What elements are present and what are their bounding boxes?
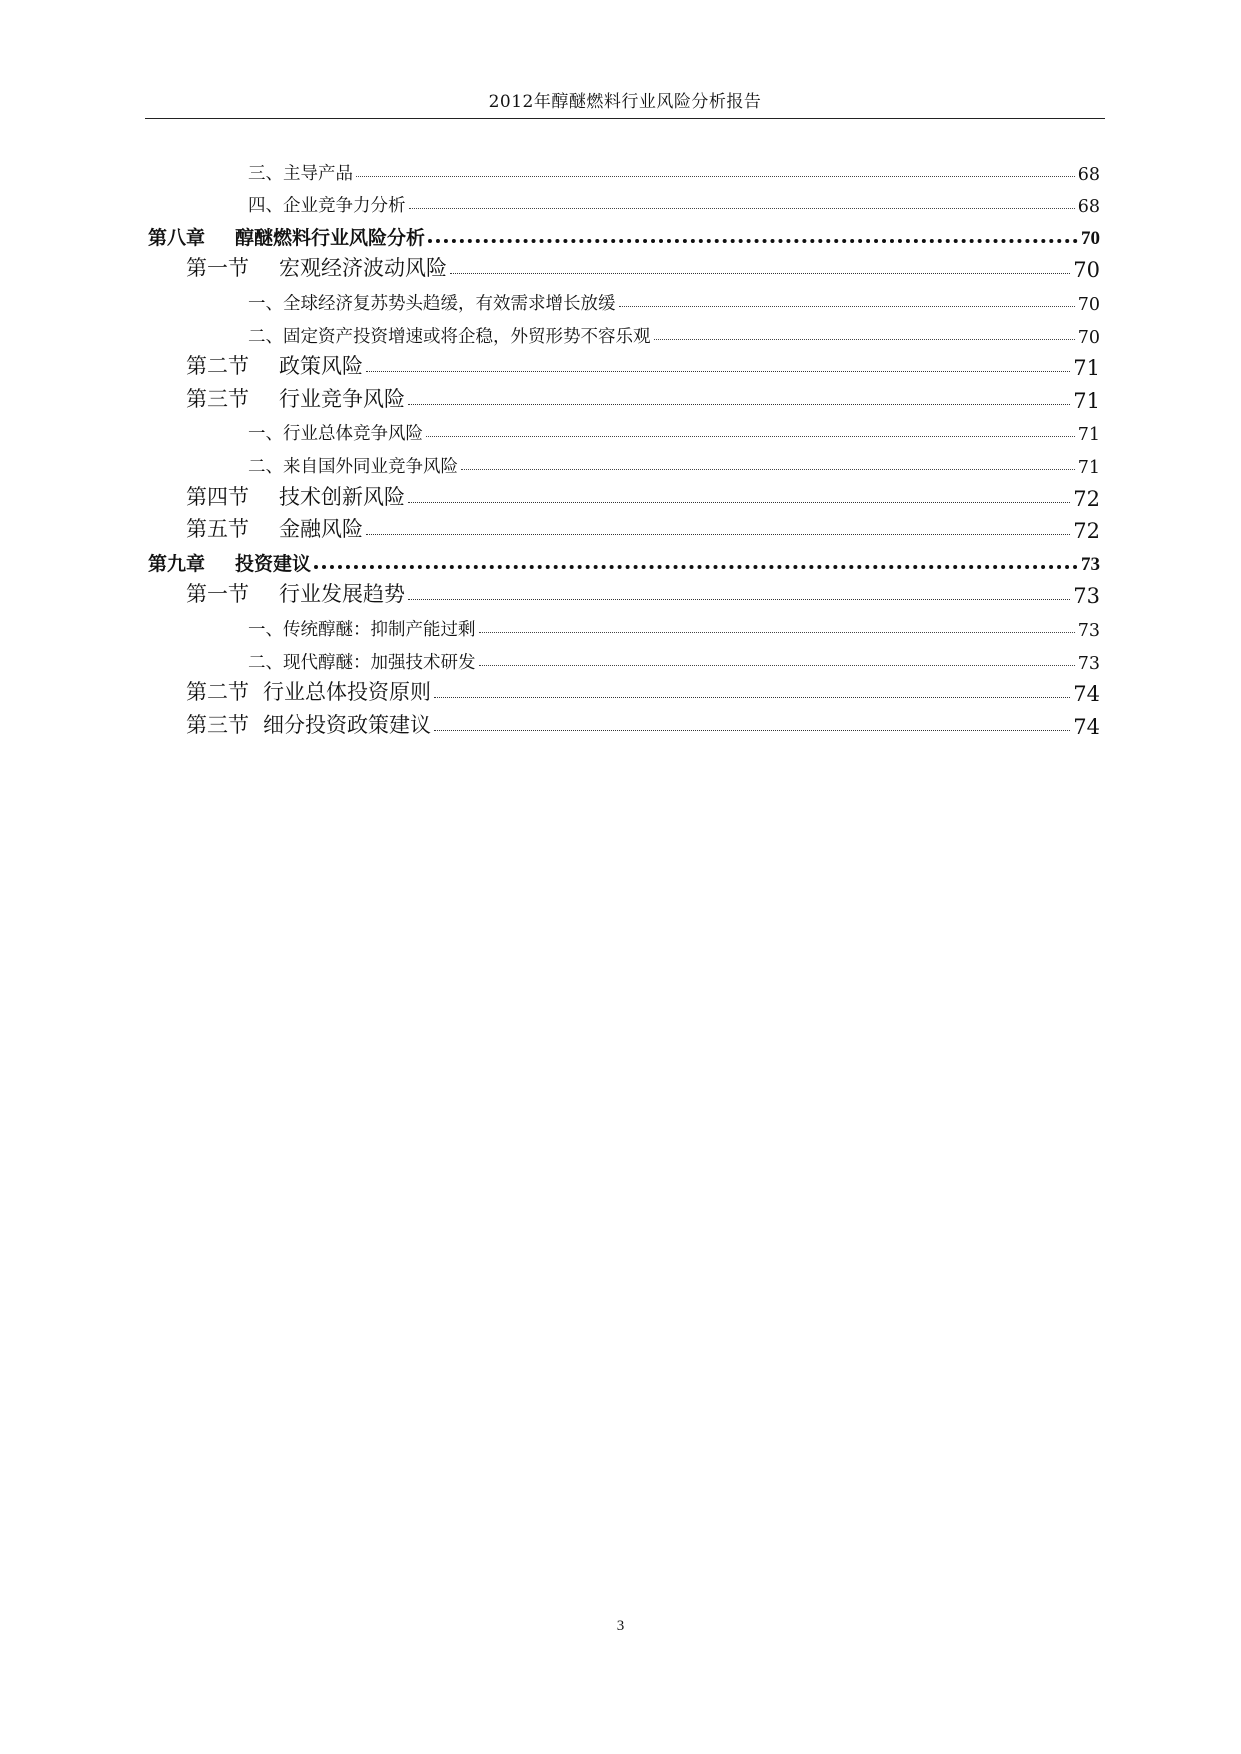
toc-item[interactable] <box>148 152 1100 185</box>
leader-dots <box>314 565 1078 569</box>
toc-page: 73 <box>1077 653 1100 674</box>
toc-item[interactable] <box>148 413 1100 446</box>
toc-label: 四、企业竞争力分析 <box>248 196 406 217</box>
leader-dots <box>428 239 1078 243</box>
toc-page: 74 <box>1073 714 1100 739</box>
toc-label: 一、全球经济复苏势头趋缓，有效需求增长放缓 <box>248 293 616 314</box>
toc-label: 一、传统醇醚：抑制产能过剩 <box>248 619 476 640</box>
toc-page: 73 <box>1077 620 1100 641</box>
section-number: 第一节 <box>186 582 249 607</box>
leader-dots <box>408 502 1070 503</box>
section-number: 第五节 <box>186 517 249 542</box>
chapter-title: 投资建议 <box>235 552 312 575</box>
toc-section[interactable] <box>148 576 1100 609</box>
section-title: 细分投资政策建议 <box>263 712 431 737</box>
toc-page: 71 <box>1073 388 1100 413</box>
toc-section[interactable] <box>148 706 1100 739</box>
toc-item[interactable] <box>148 445 1100 478</box>
leader-dots <box>408 404 1070 405</box>
leader-dots <box>366 534 1070 535</box>
toc-label: 二、固定资产投资增速或将企稳，外贸形势不容乐观 <box>248 326 651 347</box>
toc-section-label <box>186 578 405 608</box>
toc-page: 70 <box>1081 227 1100 249</box>
leader-dots <box>461 469 1075 470</box>
toc-page: 73 <box>1081 553 1100 575</box>
section-number: 第二节 <box>186 354 249 379</box>
section-number: 第三节 <box>186 712 249 737</box>
toc-item[interactable] <box>148 608 1100 641</box>
leader-dots <box>434 697 1070 698</box>
toc-section[interactable] <box>148 674 1100 707</box>
report-title: 2012年醇醚燃料行业风险分析报告 <box>488 92 762 112</box>
toc-section[interactable] <box>148 478 1100 511</box>
section-title: 行业发展趋势 <box>279 582 405 607</box>
toc-section-label <box>186 513 363 543</box>
section-number: 第四节 <box>186 484 249 509</box>
toc-section-label <box>186 676 431 706</box>
section-number: 第三节 <box>186 386 249 411</box>
toc-page: 70 <box>1077 327 1100 348</box>
toc-page: 72 <box>1073 486 1100 511</box>
section-title: 技术创新风险 <box>279 484 405 509</box>
leader-dots <box>619 306 1075 307</box>
toc-section[interactable] <box>148 250 1100 283</box>
toc-section[interactable] <box>148 380 1100 413</box>
section-title: 宏观经济波动风险 <box>279 256 447 281</box>
table-of-contents <box>148 152 1100 739</box>
toc-page: 74 <box>1073 682 1100 707</box>
leader-dots <box>366 371 1070 372</box>
toc-page: 73 <box>1073 584 1100 609</box>
toc-label: 一、行业总体竞争风险 <box>248 424 423 445</box>
toc-item[interactable] <box>148 315 1100 348</box>
chapter-number: 第八章 <box>148 226 206 249</box>
toc-page: 72 <box>1073 519 1100 544</box>
toc-chapter[interactable] <box>148 543 1100 576</box>
toc-section-label <box>186 383 405 413</box>
leader-dots <box>408 599 1070 600</box>
toc-label: 二、来自国外同业竞争风险 <box>248 456 458 477</box>
leader-dots <box>479 632 1075 633</box>
section-title: 政策风险 <box>279 354 363 379</box>
section-title: 金融风险 <box>279 517 363 542</box>
toc-section[interactable] <box>148 348 1100 381</box>
toc-section-label <box>186 481 405 511</box>
page-number: 3 <box>616 1618 625 1634</box>
leader-dots <box>356 176 1075 177</box>
toc-page: 70 <box>1077 294 1100 315</box>
running-header <box>145 88 1105 119</box>
toc-label: 三、主导产品 <box>248 163 353 184</box>
toc-page: 71 <box>1077 425 1100 446</box>
toc-item[interactable] <box>148 185 1100 218</box>
toc-page: 68 <box>1077 164 1100 185</box>
toc-item[interactable] <box>148 282 1100 315</box>
toc-page: 68 <box>1077 197 1100 218</box>
chapter-title: 醇醚燃料行业风险分析 <box>235 226 426 249</box>
toc-label: 二、现代醇醚：加强技术研发 <box>248 652 476 673</box>
toc-section-label <box>186 350 363 380</box>
toc-section[interactable] <box>148 511 1100 544</box>
page-footer <box>0 1618 1241 1635</box>
section-title: 行业总体投资原则 <box>263 680 431 705</box>
toc-page: 71 <box>1073 356 1100 381</box>
section-title: 行业竞争风险 <box>279 386 405 411</box>
leader-dots <box>450 273 1070 274</box>
section-number: 第一节 <box>186 256 249 281</box>
toc-item[interactable] <box>148 641 1100 674</box>
leader-dots <box>654 339 1075 340</box>
toc-chapter-label <box>148 549 311 576</box>
toc-chapter[interactable] <box>148 217 1100 250</box>
toc-section-label <box>186 709 431 739</box>
toc-page: 70 <box>1073 258 1100 283</box>
chapter-number: 第九章 <box>148 552 206 575</box>
leader-dots <box>409 208 1075 209</box>
section-number: 第二节 <box>186 680 249 705</box>
toc-chapter-label <box>148 223 425 250</box>
leader-dots <box>479 665 1075 666</box>
toc-page: 71 <box>1077 457 1100 478</box>
leader-dots <box>426 436 1075 437</box>
toc-section-label <box>186 252 447 282</box>
leader-dots <box>434 730 1070 731</box>
